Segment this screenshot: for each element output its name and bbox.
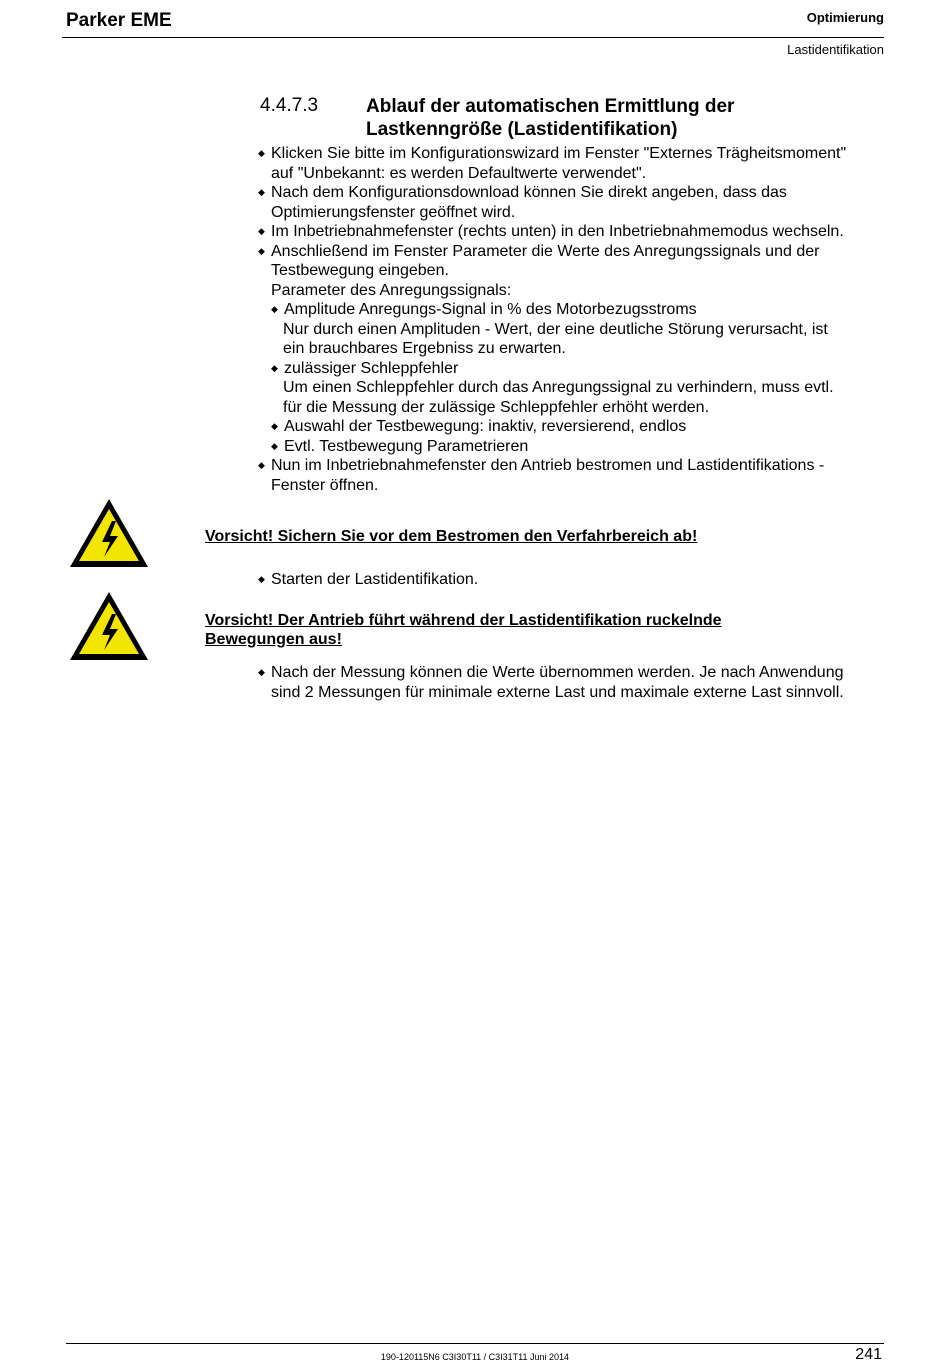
bullet-diamond-icon: ◆ (258, 245, 265, 256)
bullet-diamond-icon: ◆ (258, 187, 265, 197)
heading-title (366, 95, 846, 141)
list-item: ◆ Klicken Sie bitte im Konfigurationswizard im Fenster "Externes Trägheitsmoment" (258, 145, 847, 162)
sub-list-item: ◆ zulässiger Schleppfehler (271, 359, 459, 377)
bullet-diamond-icon: ◆ (258, 148, 265, 158)
caution-notice-line: Vorsicht! Der Antrieb führt während der Lastidentifikation ruckelnde (205, 612, 722, 629)
list-item: ◆ Im Inbetriebnahmefenster (rechts unten) in den Inbetriebnahmemodus wechseln. (258, 223, 844, 240)
header-divider (62, 37, 884, 38)
list-item-continuation: Optimierungsfenster geöffnet wird. (271, 203, 516, 221)
bullet-diamond-icon: ◆ (258, 574, 265, 584)
high-voltage-warning-icon (68, 497, 150, 569)
list-item-continuation: sind 2 Messungen für minimale externe Last und maximale externe Last sinnvoll. (271, 683, 844, 701)
bullet-diamond-icon: ◆ (271, 304, 278, 314)
list-item-continuation: auf "Unbekannt: es werden Defaultwerte verwendet". (271, 164, 647, 182)
bullet-diamond-icon: ◆ (271, 440, 278, 451)
bullet-diamond-icon: ◆ (258, 667, 265, 677)
caution-notice: Vorsicht! Sichern Sie vor dem Bestromen den Verfahrbereich ab! (205, 528, 698, 545)
high-voltage-warning-icon (68, 590, 150, 662)
chapter-title: Optimierung (806, 10, 884, 25)
list-item-continuation: Parameter des Anregungssignals: (271, 281, 512, 299)
sub-list-item-continuation: für die Messung der zulässige Schleppfehler erhöht werden. (283, 398, 710, 416)
caution-notice (205, 611, 765, 649)
list-item: ◆ Nach der Messung können die Werte übernommen werden. Je nach Anwendung (258, 664, 844, 681)
instruction-list (258, 144, 898, 495)
list-item: ◆ Anschließend im Fenster Parameter die Werte des Anregungssignals und der (258, 242, 820, 260)
bullet-diamond-icon: ◆ (271, 362, 278, 373)
footer-divider (66, 1343, 884, 1344)
bullet-diamond-icon: ◆ (258, 460, 265, 470)
heading-number: 4.4.7.3 (260, 95, 319, 116)
final-step (258, 663, 844, 702)
list-item-continuation: Fenster öffnen. (271, 476, 379, 494)
list-item-continuation: Testbewegung eingeben. (271, 262, 449, 279)
bullet-diamond-icon: ◆ (258, 226, 265, 236)
page-number: 241 (855, 1346, 882, 1363)
sub-list-item-continuation: ein brauchbares Ergebniss zu erwarten. (283, 340, 566, 357)
sub-list-item-continuation: Nur durch einen Amplituden - Wert, der eine deutliche Störung verursacht, ist (283, 320, 828, 338)
caution-notice-line: Bewegungen aus! (205, 631, 342, 648)
brand-title: Parker EME (66, 10, 172, 31)
sub-list-item: ◆ Evtl. Testbewegung Parametrieren (271, 437, 529, 455)
sub-list-item: ◆ Amplitude Anregungs-Signal in % des Motorbezugsstroms (271, 301, 697, 318)
document-reference: 190-120115N6 C3I30T11 / C3I31T11 Juni 2014 (380, 1352, 570, 1362)
list-item: ◆ Nach dem Konfigurationsdownload können Sie direkt angeben, dass das (258, 184, 787, 201)
section-title: Lastidentifikation (787, 42, 884, 57)
list-item: ◆ Starten der Lastidentifikation. (258, 571, 479, 588)
sub-list-item: ◆ Auswahl der Testbewegung: inaktiv, reversierend, endlos (271, 418, 687, 435)
list-item: ◆ Nun im Inbetriebnahmefenster den Antrieb bestromen und Lastidentifikations - (258, 457, 825, 474)
sub-list-item-continuation: Um einen Schleppfehler durch das Anregungssignal zu verhindern, muss evtl. (283, 379, 834, 396)
heading-title-line: Ablauf der automatischen Ermittlung der (366, 96, 735, 117)
bullet-diamond-icon: ◆ (271, 421, 278, 431)
heading-title-line: Lastkenngröße (Lastidentifikation) (366, 119, 678, 140)
